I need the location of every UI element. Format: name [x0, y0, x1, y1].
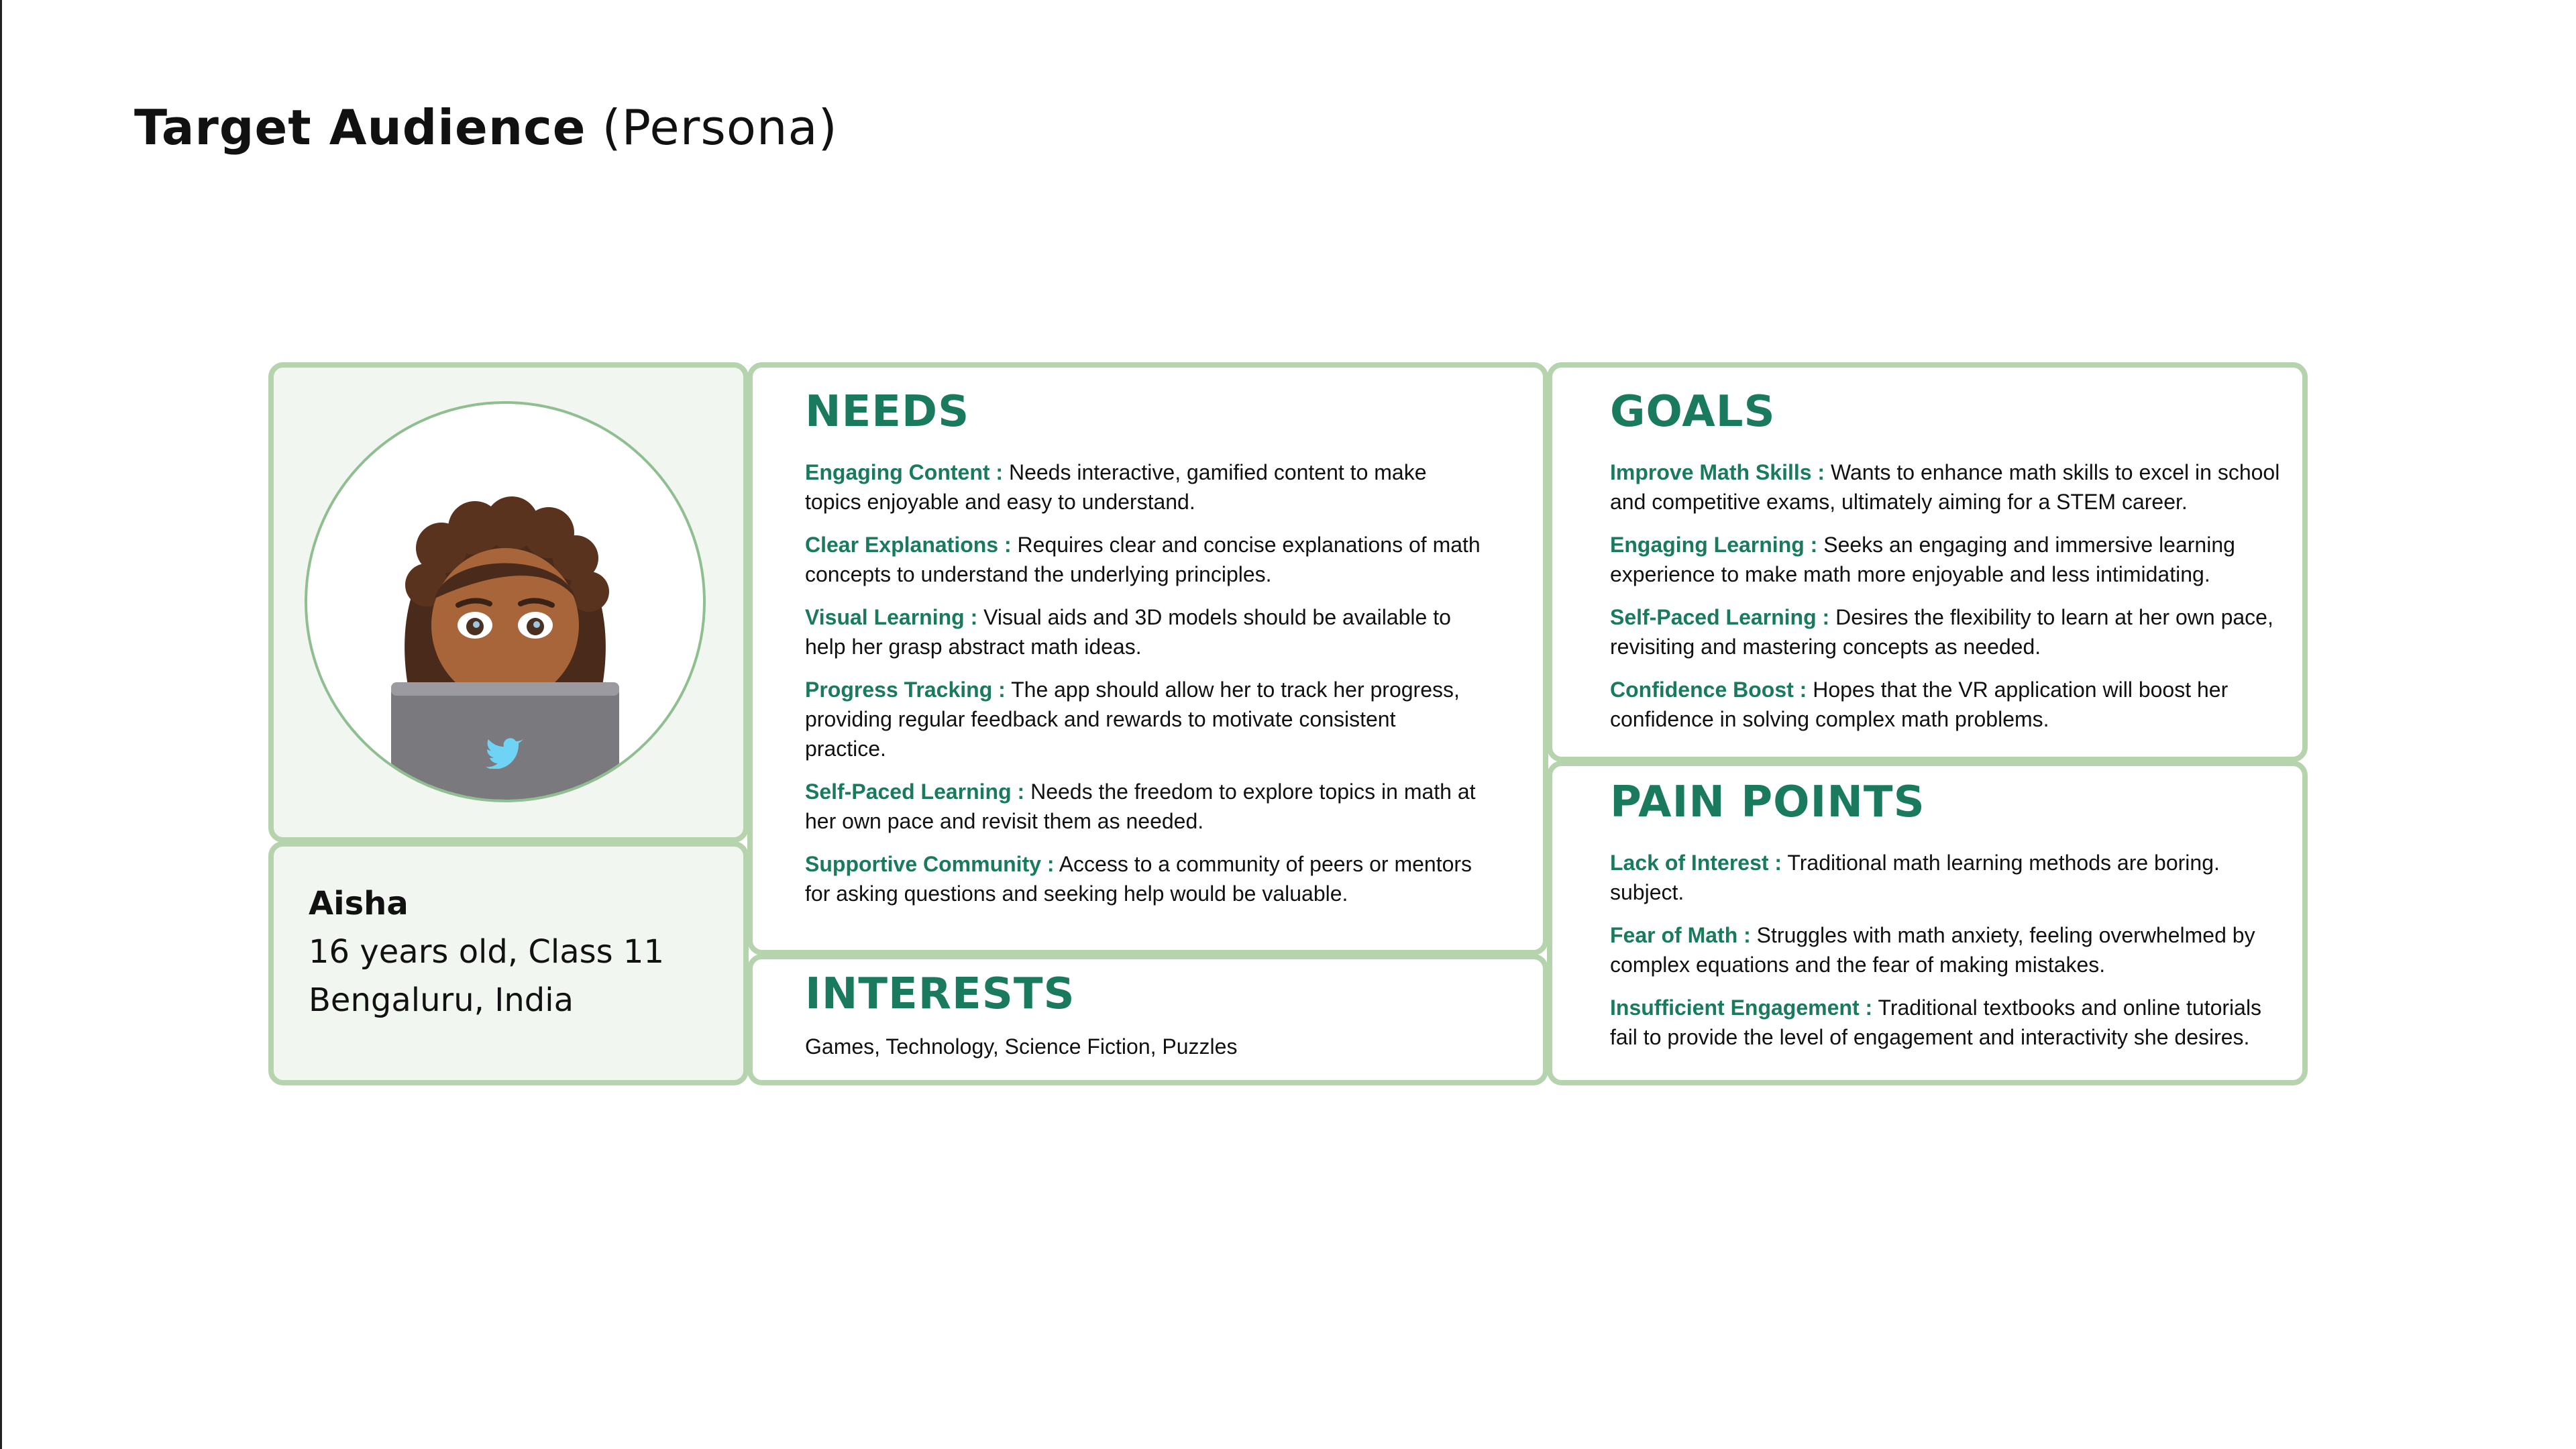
needs-list: [805, 458, 1483, 922]
goals-item: Self-Paced Learning : Desires the flexibility to learn at her own pace, revisiting and mastering concepts as needed.: [1610, 605, 2273, 659]
needs-item: Engaging Content : Needs interactive, gamified content to make topics enjoyable and easy to understand.: [805, 460, 1427, 514]
page-title-main: Target Audience: [134, 99, 586, 156]
needs-item: Supportive Community : Access to a community of peers or mentors for asking questions and seeking help would be valuable.: [805, 852, 1472, 906]
persona-name: Aisha: [309, 885, 409, 922]
needs-item: Progress Tracking : The app should allow her to track her progress, providing regular feedback and rewards to motivate consistent practice.: [805, 678, 1460, 761]
bird-logo-icon: [484, 734, 526, 769]
pain-points-heading: PAIN POINTS: [1610, 777, 1925, 827]
interests-text: Games, Technology, Science Fiction, Puzzles: [805, 1034, 1238, 1059]
page-title: [134, 94, 838, 161]
pain-points-item: Lack of Interest : Traditional math learning methods are boring. subject.: [1610, 851, 2220, 904]
pain-points-list: [1610, 848, 2281, 1065]
interests-heading: INTERESTS: [805, 969, 1075, 1019]
goals-item: Improve Math Skills : Wants to enhance math skills to excel in school and competitive exams, ultimately aiming for a STEM career.: [1610, 460, 2280, 514]
needs-item: Clear Explanations : Requires clear and concise explanations of math concepts to understand the underlying principles.: [805, 533, 1481, 586]
goals-heading: GOALS: [1610, 387, 1776, 437]
page-title-suffix: (Persona): [602, 99, 838, 156]
goals-item: Confidence Boost : Hopes that the VR application will boost her confidence in solving complex math problems.: [1610, 678, 2229, 731]
goals-item: Engaging Learning : Seeks an engaging and immersive learning experience to make math more enjoyable and less intimidating.: [1610, 533, 2235, 586]
page-left-border: [0, 0, 2, 1449]
needs-item: Self-Paced Learning : Needs the freedom to explore topics in math at her own pace and revisit them as needed.: [805, 780, 1476, 833]
persona-location: Bengaluru, India: [309, 981, 574, 1019]
needs-item: Visual Learning : Visual aids and 3D models should be available to help her grasp abstract math ideas.: [805, 605, 1451, 659]
goals-list: [1610, 458, 2281, 747]
pain-points-item: Insufficient Engagement : Traditional textbooks and online tutorials fail to provide the level of engagement and interactivity she desires.: [1610, 996, 2262, 1049]
persona-age-class: 16 years old, Class 11: [309, 933, 664, 971]
needs-heading: NEEDS: [805, 387, 970, 437]
pain-points-item: Fear of Math : Struggles with math anxiety, feeling overwhelmed by complex equations and the fear of making mistakes.: [1610, 923, 2255, 977]
